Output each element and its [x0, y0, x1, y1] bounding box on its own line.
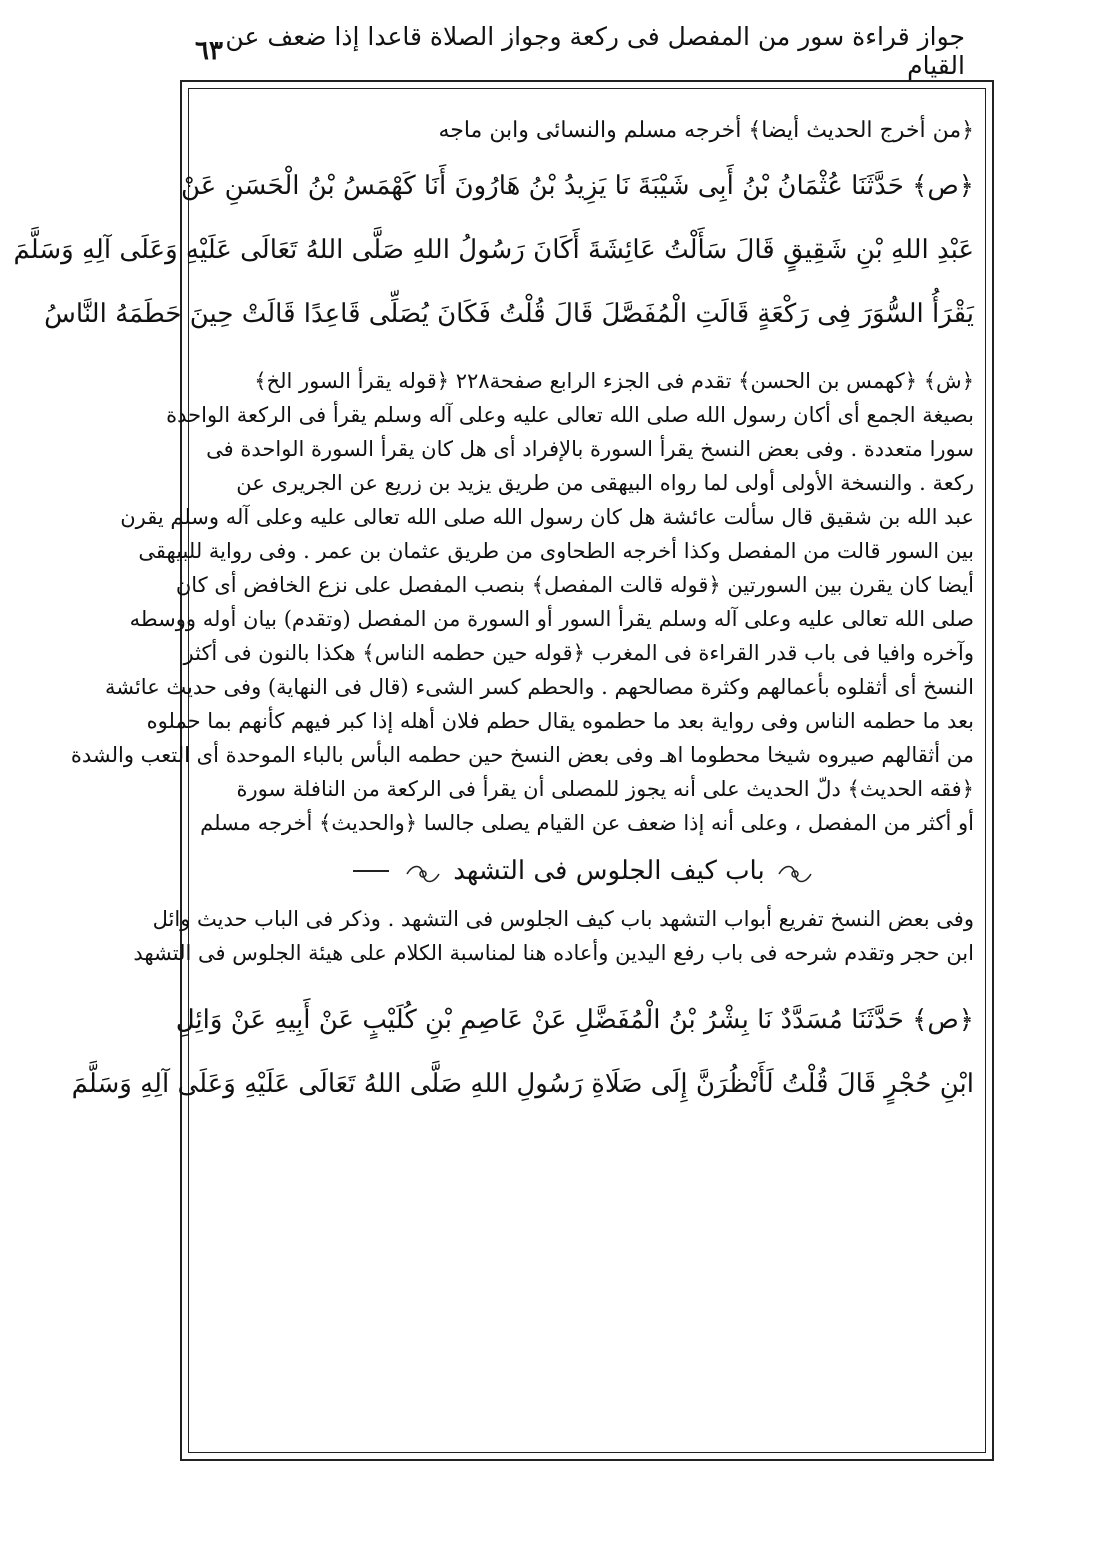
commentary-line: سورا متعددة . وفى بعض النسخ يقرأ السورة بالإفراد أى هل كان يقرأ السورة الواحدة فى: [206, 437, 974, 461]
hadith-line: عَبْدِ اللهِ بْنِ شَقِيقٍ قَالَ سَأَلْتُ عَائِشَةَ أَكَانَ رَسُولُ اللهِ صَلَّى اللهُ تَعَالَى عَلَيْهِ وَعَلَى آلِهِ وَسَلَّمَ: [13, 235, 974, 265]
running-title: جواز قراءة سور من المفصل فى ركعة وجواز الصلاة قاعدا إذا ضعف عن القيام: [225, 22, 965, 80]
spacer: [200, 346, 974, 364]
chapter-dash: [353, 870, 389, 872]
commentary-line: أيضا كان يقرن بين السورتين ﴿قوله قالت المفصل﴾ بنصب المفصل على نزع الخافض أى كان: [175, 573, 974, 597]
text-line: ﴿من أخرج الحديث أيضا﴾ أخرجه مسلم والنسائى وابن ماجه: [438, 118, 974, 143]
commentary-line: صلى الله تعالى عليه وعلى آله وسلم يقرأ السور أو السورة من المفصل (وتقدم) بيان أوله ووسطه: [129, 607, 974, 631]
commentary-line: وآخره وافيا فى باب قدر القراءة فى المغرب ﴿قوله حين حطمه الناس﴾ هكذا بالنون فى أكثر: [183, 641, 974, 665]
ornament-icon: [775, 861, 815, 881]
page-number: ٦٣: [195, 36, 223, 66]
commentary-line: ﴿فقه الحديث﴾ دلّ الحديث على أنه يجوز للمصلى أن يقرأ فى الركعة من النافلة سورة: [236, 777, 974, 801]
commentary-line: بعد ما حطمه الناس وفى رواية بعد ما حطموه يقال حطم فلان أهله إذا كبر فيهم كأنهم بما حملوه: [146, 709, 974, 733]
commentary-line: وفى بعض النسخ تفريع أبواب التشهد باب كيف الجلوس فى التشهد . وذكر فى الباب حديث وائل: [152, 907, 974, 931]
commentary-line: بصيغة الجمع أى أكان رسول الله صلى الله تعالى عليه وعلى آله وسلم يقرأ فى الركعة الواحدة: [166, 403, 974, 427]
page-header: [195, 22, 965, 80]
commentary-line: ﴿ش﴾ ﴿كهمس بن الحسن﴾ تقدم فى الجزء الرابع صفحة٢٢٨ ﴿قوله يقرأ السور الخ﴾: [254, 369, 974, 393]
commentary-line: عبد الله بن شقيق قال سألت عائشة هل كان رسول الله صلى الله تعالى عليه وعلى آله وسلم يقرن: [120, 505, 974, 529]
commentary-line: من أثقالهم صيروه شيخا محطوما اهـ وفى بعض النسخ حين حطمه البأس بالباء الموحدة أى التعب والشدة: [70, 743, 974, 767]
ornament-icon: [403, 861, 443, 881]
commentary-line: ركعة . والنسخة الأولى أولى لما رواه البيهقى من طريق يزيد بن زريع عن الجريرى عن: [236, 471, 974, 495]
hadith-line: ﴿ص﴾ حَدَّثَنَا عُثْمَانُ بْنُ أَبِى شَيْبَةَ نَا يَزِيدُ بْنُ هَارُونَ أَنَا كَهْمَسُ بْنُ الْحَسَنِ عَنْ: [181, 171, 974, 201]
hadith-line: ﴿ص﴾ حَدَّثَنَا مُسَدَّدٌ نَا بِشْرُ بْنُ الْمُفَضَّلِ عَنْ عَاصِمِ بْنِ كُلَيْبٍ عَنْ أَبِيهِ عَنْ وَائِلِ: [175, 1005, 974, 1035]
chapter-heading: [200, 840, 974, 902]
chapter-title: باب كيف الجلوس فى التشهد: [453, 856, 765, 886]
page-body: [13, 108, 974, 1448]
commentary-line: ابن حجر وتقدم شرحه فى باب رفع اليدين وأعاده هنا لمناسبة الكلام على هيئة الجلوس فى التشهد: [133, 941, 974, 965]
hadith-line: ابْنِ حُجْرٍ قَالَ قُلْتُ لَأَنْظُرَنَّ إِلَى صَلَاةِ رَسُولِ اللهِ صَلَّى اللهُ تَعَالَى عَلَيْهِ وَعَلَى آلِهِ وَسَلَّمَ: [71, 1069, 974, 1099]
spacer: [200, 970, 974, 988]
hadith-line: يَقْرَأُ السُّوَرَ فِى رَكْعَةٍ قَالَتِ الْمُفَصَّلَ قَالَ قُلْتُ فَكَانَ يُصَلِّى قَاعِدًا قَالَتْ حِينَ حَطَمَهُ النَّاسُ: [44, 299, 974, 329]
commentary-line: النسخ أى أثقلوه بأعمالهم وكثرة مصالحهم . والحطم كسر الشىء (قال فى النهاية) وفى حديث عائشة: [104, 675, 974, 699]
commentary-line: بين السور قالت من المفصل وكذا أخرجه الطحاوى من طريق عثمان بن عمر . وفى رواية للبيهقى: [138, 539, 974, 563]
commentary-line: أو أكثر من المفصل ، وعلى أنه إذا ضعف عن القيام يصلى جالسا ﴿والحديث﴾ أخرجه مسلم: [200, 811, 974, 835]
